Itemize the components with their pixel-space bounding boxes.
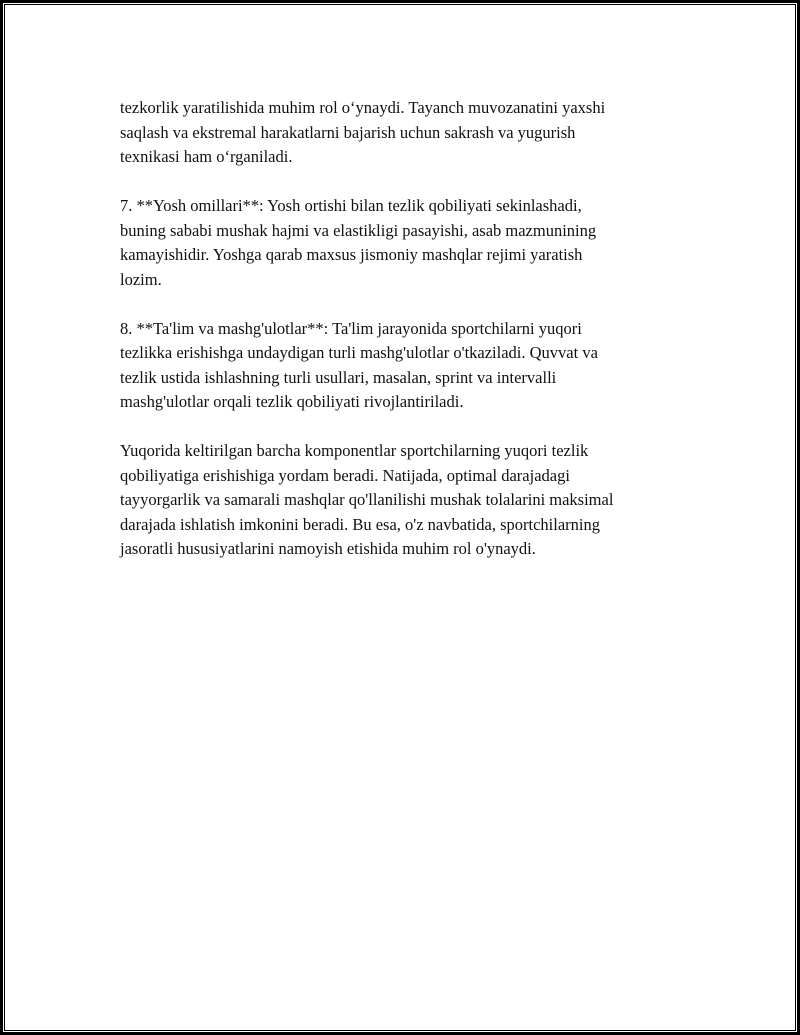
- paragraph-item-8: [120, 317, 680, 415]
- paragraph-conclusion: [120, 439, 680, 562]
- text-line: kamayishidir. Yoshga qarab maxsus jismoniy mashqlar rejimi yaratish: [120, 245, 583, 264]
- text-line: tezlikka erishishga undaydigan turli mashg'ulotlar o'tkaziladi. Quvvat va: [120, 343, 598, 362]
- text-line: lozim.: [120, 269, 162, 289]
- text-line: darajada ishlatish imkonini beradi. Bu esa, o'z navbatida, sportchilarning: [120, 514, 600, 534]
- text-line: tayyorgarlik va samarali mashqlar qo'llanilishi mushak tolalarini maksimal: [120, 490, 614, 509]
- paragraph-continuation: [120, 96, 680, 170]
- text-line: mashg'ulotlar orqali tezlik qobiliyati rivojlantiriladi.: [120, 392, 464, 411]
- paragraph-item-7: [120, 194, 680, 292]
- text-line: tezkorlik yaratilishida muhim rol o‘ynaydi. Tayanch muvozanatini yaxshi: [120, 98, 606, 117]
- text-line: qobiliyatiga erishishiga yordam beradi. Natijada, optimal darajadagi: [120, 465, 570, 485]
- text-line: saqlash va ekstremal harakatlarni bajarish uchun sakrash va yugurish: [120, 122, 576, 142]
- text-line: texnikasi ham o‘rganiladi.: [120, 147, 293, 166]
- text-line: tezlik ustida ishlashning turli usullari, masalan, sprint va intervalli: [120, 367, 557, 387]
- text-line: 7. **Yosh omillari**: Yosh ortishi bilan tezlik qobiliyati sekinlashadi,: [120, 196, 582, 215]
- document-body: [120, 96, 680, 586]
- text-line: 8. **Ta'lim va mashg'ulotlar**: Ta'lim jarayonida sportchilarni yuqori: [120, 318, 582, 338]
- text-line: buning sababi mushak hajmi va elastikligi pasayishi, asab mazmunining: [120, 220, 597, 240]
- text-line: Yuqorida keltirilgan barcha komponentlar sportchilarning yuqori tezlik: [120, 441, 589, 460]
- text-line: jasoratli hususiyatlarini namoyish etishida muhim rol o'ynaydi.: [120, 539, 536, 558]
